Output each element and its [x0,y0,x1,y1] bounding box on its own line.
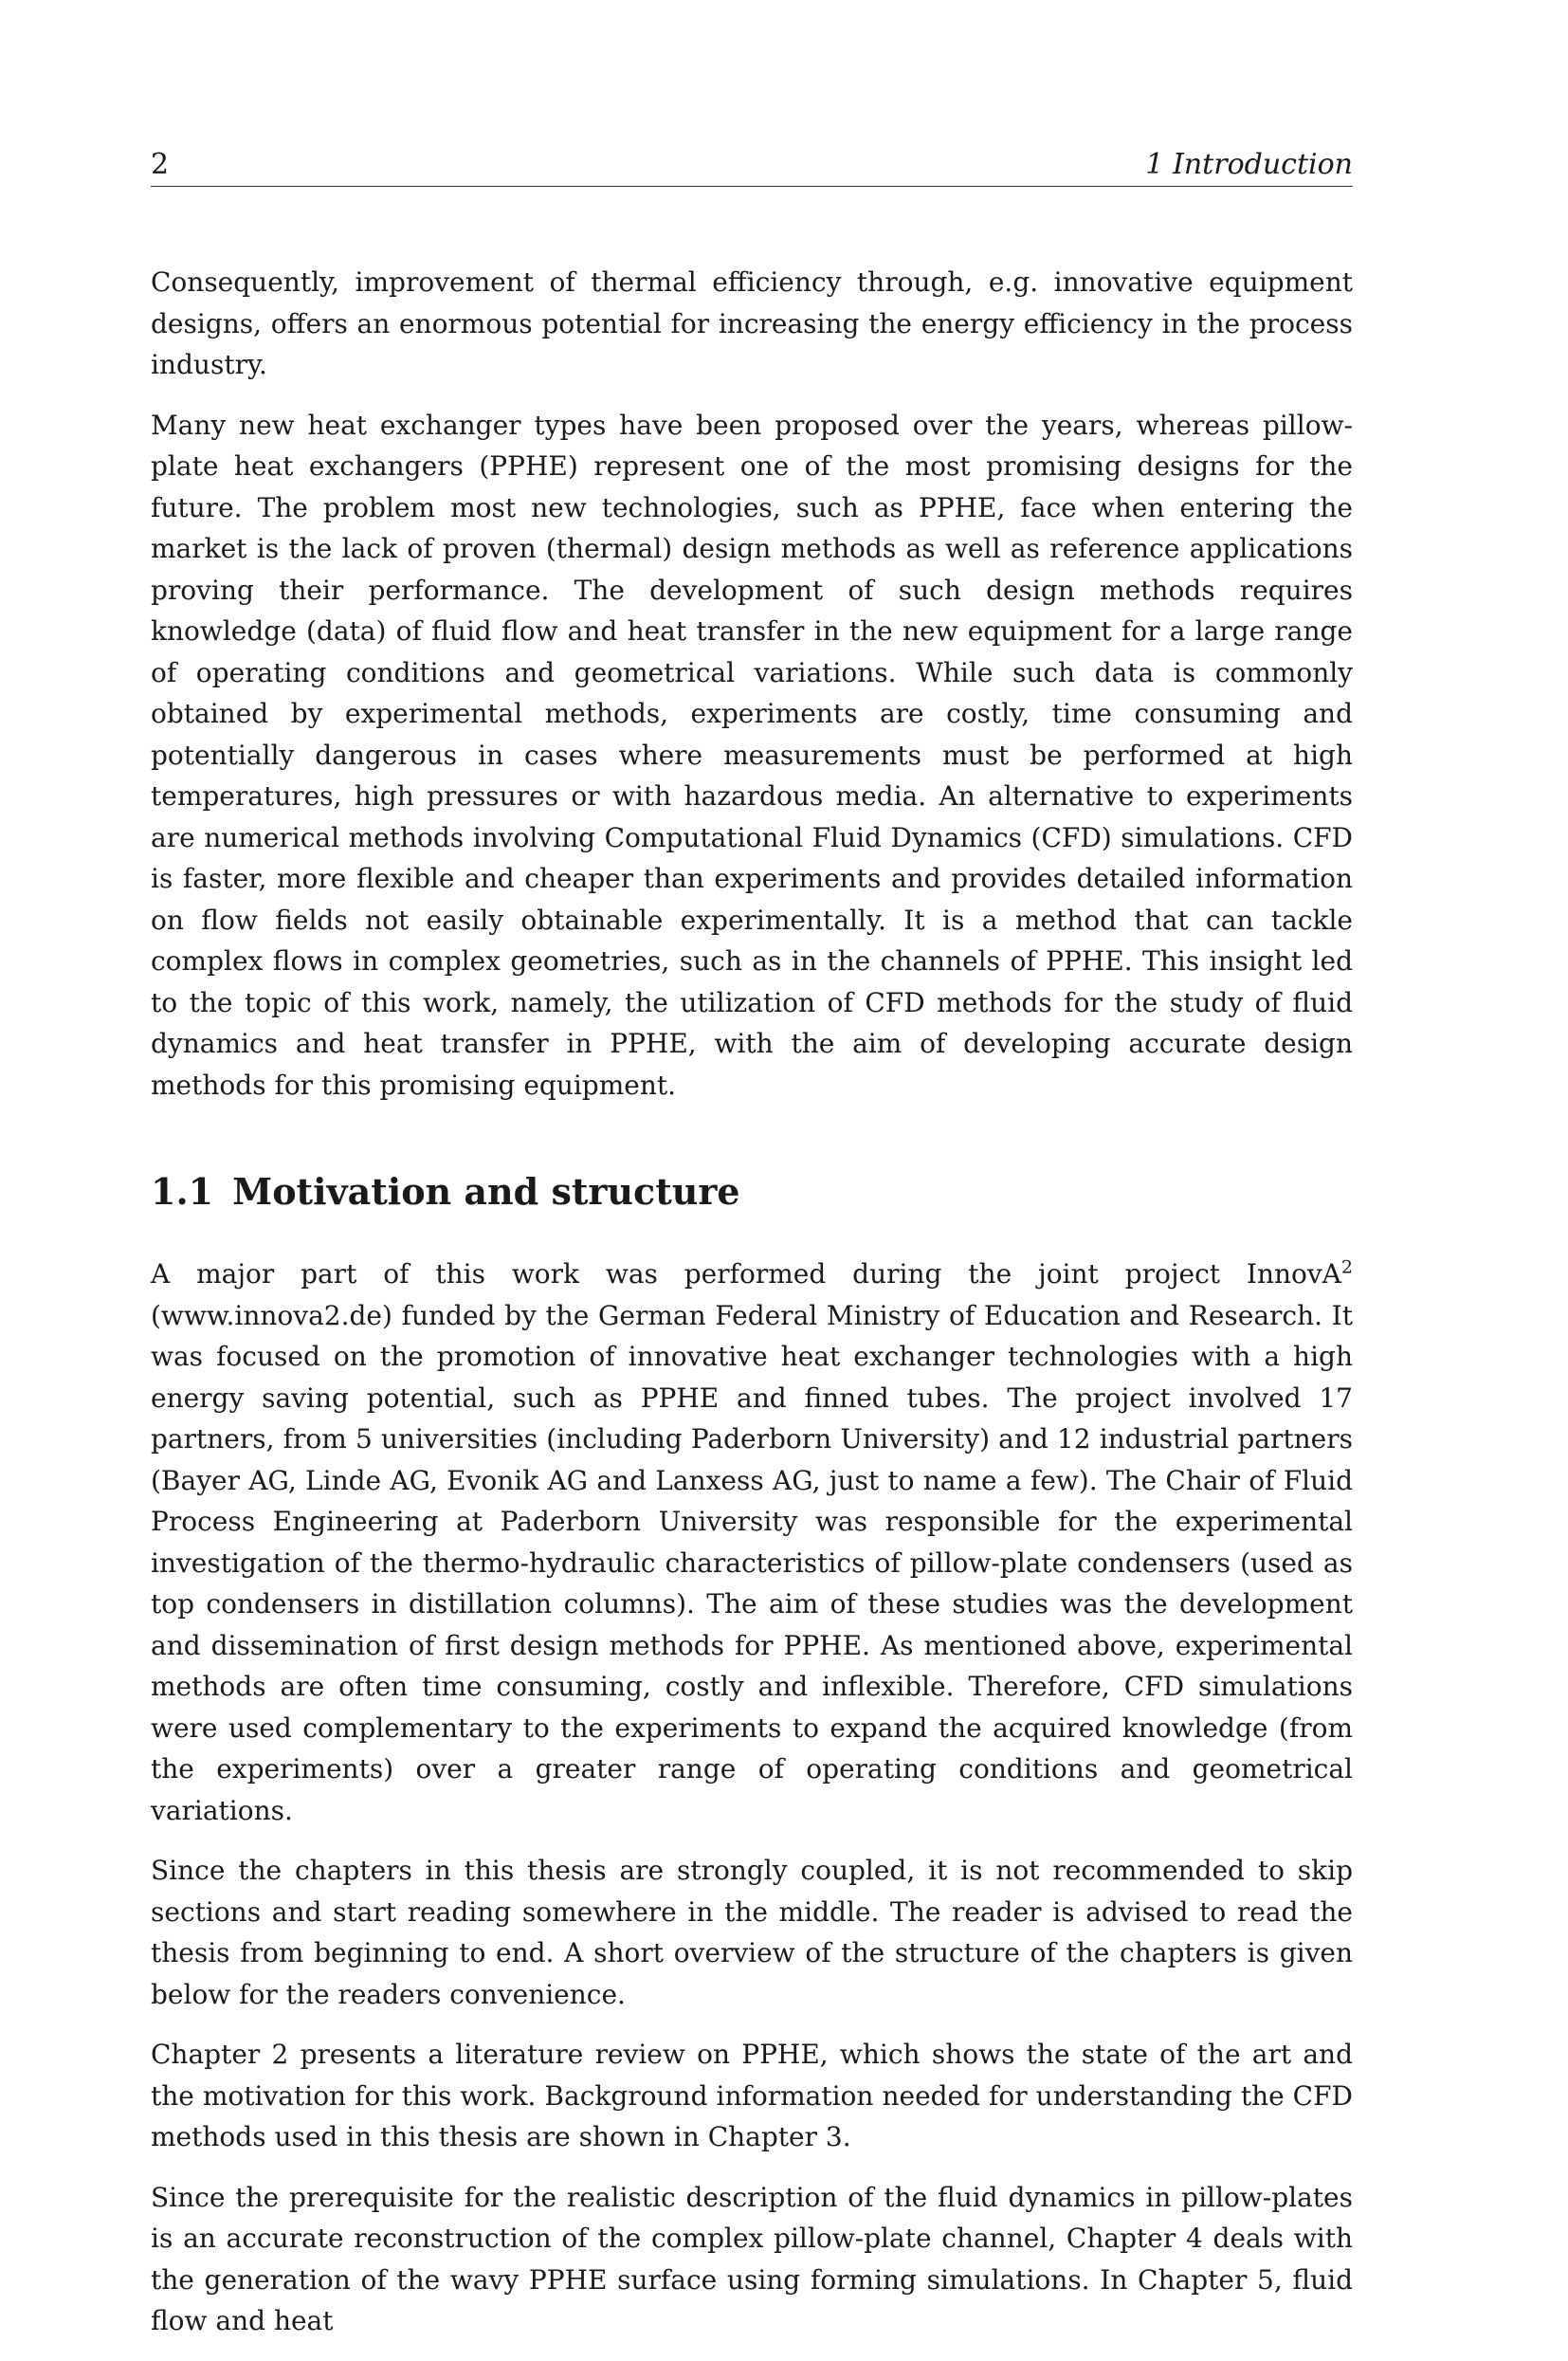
section-heading [151,1168,1353,1216]
page [151,0,1353,2336]
section-title: Motivation and structure [232,1170,740,1213]
running-head [151,144,1353,187]
section-paragraph-4: Since the prerequisite for the realistic description of the fluid dynamics in pillow-plates is an accurate reconstruction of the complex pillow-plate channel, Chapter 4 deals with the generation of the wavy PPHE surface using forming simulations. In Chapter 5, fluid flow and heat [151,2181,1353,2336]
paragraph-text: A major part of this work was performed during the joint project InnovA [151,1258,1341,1290]
section-paragraph-3: Chapter 2 presents a literature review on PPHE, which shows the state of the art and the motivation for this work. Background information needed for understanding the CFD methods used in this thesis are shown in Chapter 3. [151,2039,1353,2152]
section-paragraph-2: Since the chapters in this thesis are strongly coupled, it is not recommended to skip sections and start reading somewhere in the middle. The reader is advised to read the thesis from beginning to end. A short overview of the structure of the chapters is given below for the readers convenience. [151,1855,1353,2010]
chapter-title: 1 Introduction [1145,148,1353,181]
paragraph-text: (www.innova2.de) funded by the German Federal Ministry of Education and Research. It was focused on the promotion of innovative heat exchanger technologies with a high energy saving potential, such as PPHE and finned tubes. The project involved 17 partners, from 5 universities (including Paderborn University) and 12 industrial partners (Bayer AG, Linde AG, Evonik AG and Lanxess AG, just to name a few). The Chair of Fluid Process Engineering at Paderborn University was responsible for the experimental investigation of the thermo-hydraulic characteristics of pillow-plate condensers (used as top condensers in distillation columns). The aim of these studies was the development and dissemination of first design methods for PPHE. As mentioned above, experimental methods are often time consuming, costly and inflexible. Therefore, CFD simulations were used complementary to the experiments to expand the acquired knowledge (from the experiments) over a greater range of operating conditions and geometrical variations. [151,1299,1353,1826]
intro-paragraph-1: Consequently, improvement of thermal efficiency through, e.g. innovative equipment designs, offers an enormous potential for increasing the energy efficiency in the process industry. [151,266,1353,380]
intro-paragraph-2: Many new heat exchanger types have been proposed over the years, whereas pillow-plate heat exchangers (PPHE) represent one of the most promising designs for the future. The problem most new technologies, such as PPHE, face when entering the market is the lack of proven (thermal) design methods as well as reference applications proving their performance. The development of such design methods requires knowledge (data) of fluid flow and heat transfer in the new equipment for a large range of operating conditions and geometrical variations. While such data is commonly obtained by experimental methods, experiments are costly, time consuming and potentially dangerous in cases where measurements must be performed at high temperatures, high pressures or with hazardous media. An alternative to experiments are numerical methods involving Computational Fluid Dynamics (CFD) simulations. CFD is faster, more flexible and cheaper than experiments and provides detailed information on flow fields not easily obtainable experimentally. It is a method that can tackle complex flows in complex geometries, such as in the channels of PPHE. This insight led to the topic of this work, namely, the utilization of CFD methods for the study of fluid dynamics and heat transfer in PPHE, with the aim of developing accurate design methods for this promising equipment. [151,409,1353,1101]
page-number: 2 [151,148,170,181]
section-number: 1.1 [151,1170,214,1213]
body-text [151,262,1353,2361]
section-paragraph-1 [151,1254,1353,1831]
superscript: 2 [1340,1256,1353,1278]
